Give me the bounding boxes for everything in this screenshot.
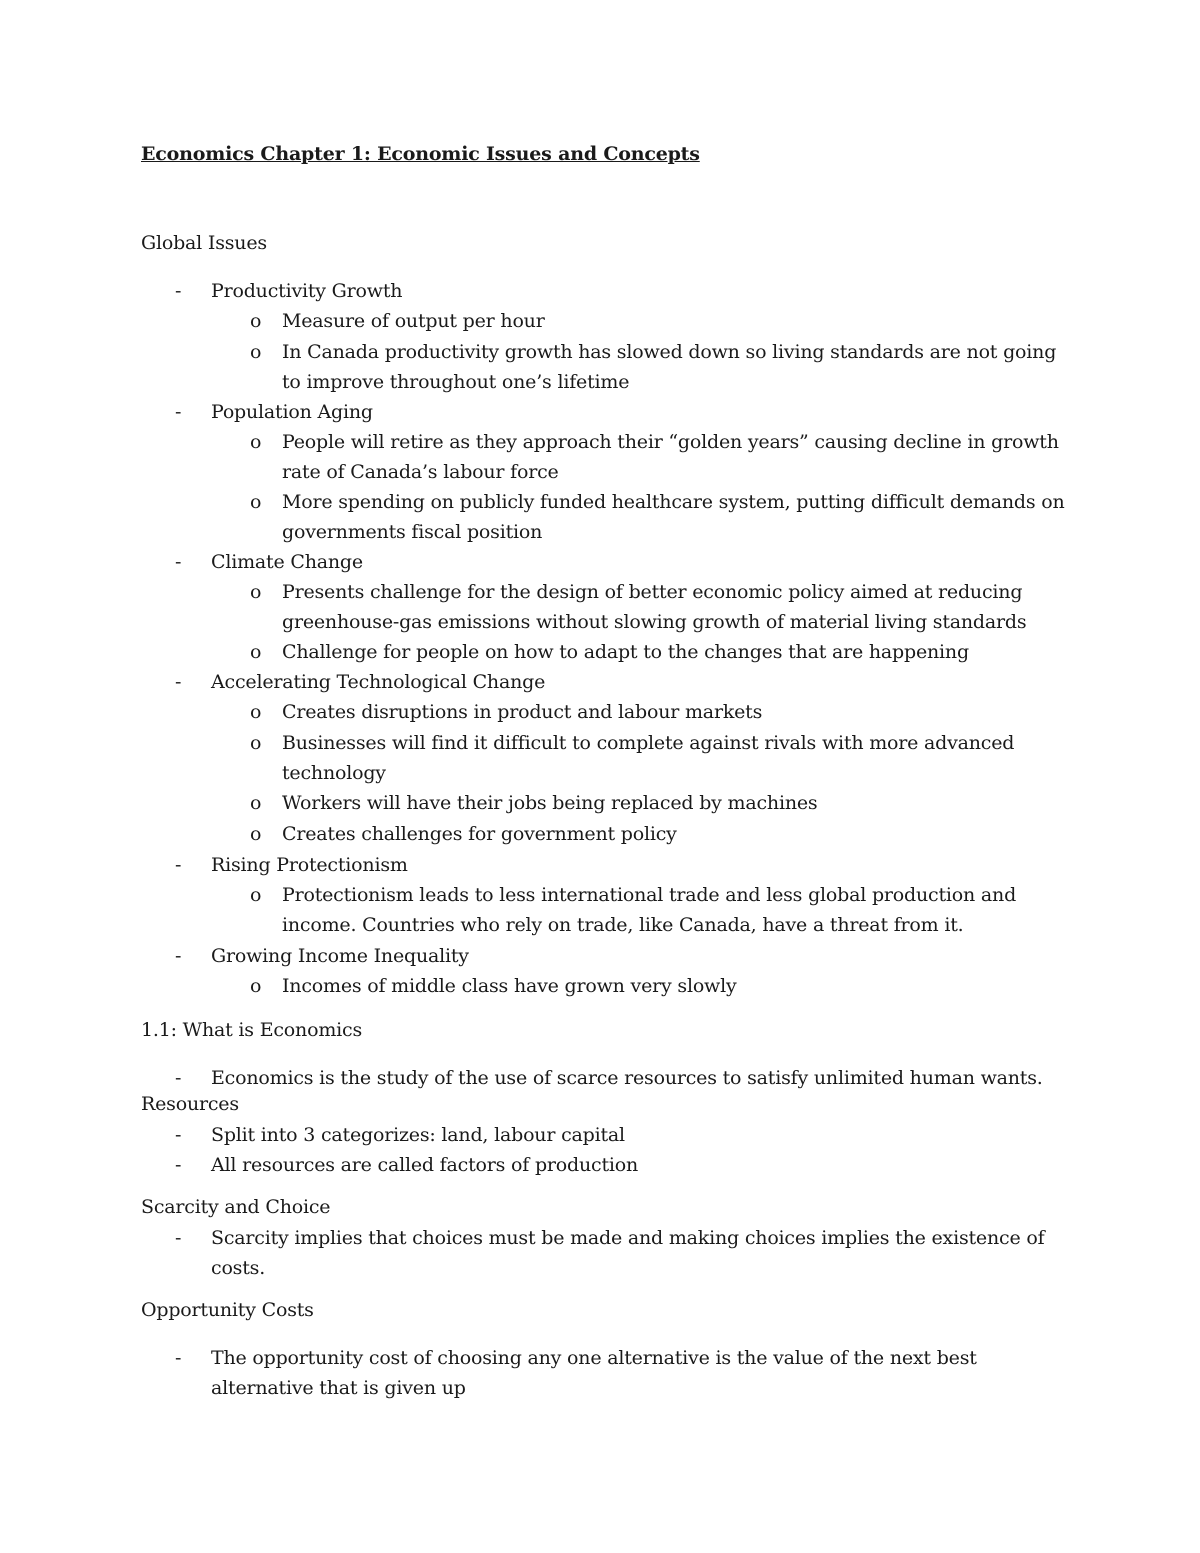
list-item-label: Population Aging [211, 401, 373, 423]
dash-bullet: - [175, 1124, 182, 1146]
list-item-text: Split into 3 categorizes: land, labour capital [211, 1124, 625, 1146]
list-item-text: All resources are called factors of production [211, 1154, 639, 1176]
sub-list-item-text: In Canada productivity growth has slowed down so living standards are not going to improve throughout one’s lifetime [282, 341, 1057, 393]
dash-bullet: - [175, 945, 182, 967]
dash-bullet: - [175, 401, 182, 423]
sub-list-item-text: Presents challenge for the design of better economic policy aimed at reducing greenhouse-gas emissions without slowing growth of material living standards [282, 581, 1027, 633]
section-heading-global-issues: Global Issues [141, 232, 267, 254]
document-title: Economics Chapter 1: Economic Issues and Concepts [141, 143, 700, 165]
section-heading-what-is-economics: 1.1: What is Economics [141, 1019, 363, 1041]
dash-bullet: - [175, 1154, 182, 1176]
list-item-label: Accelerating Technological Change [211, 671, 546, 693]
dash-bullet: - [175, 854, 182, 876]
dash-bullet: - [175, 551, 182, 573]
circle-bullet: o [250, 792, 262, 814]
sub-list-item-text: Creates disruptions in product and labour markets [282, 701, 763, 723]
list-item-text: Scarcity implies that choices must be made and making choices implies the existence of costs. [211, 1227, 1045, 1279]
section-heading-resources: Resources [141, 1093, 239, 1115]
sub-list-item-text: More spending on publicly funded healthcare system, putting difficult demands on governments fiscal position [282, 491, 1065, 543]
circle-bullet: o [250, 310, 262, 332]
dash-bullet: - [175, 671, 182, 693]
sub-list-item-text: Measure of output per hour [282, 310, 545, 332]
list-item-label: Productivity Growth [211, 280, 403, 302]
sub-list-item-text: Businesses will find it difficult to complete against rivals with more advanced technology [282, 732, 1015, 784]
sub-list-item-text: Workers will have their jobs being replaced by machines [282, 792, 818, 814]
dash-bullet: - [175, 1067, 182, 1089]
list-item-label: Climate Change [211, 551, 363, 573]
list-item-label: Growing Income Inequality [211, 945, 469, 967]
list-item-text: The opportunity cost of choosing any one alternative is the value of the next best alternative that is given up [211, 1347, 977, 1399]
circle-bullet: o [250, 491, 262, 513]
sub-list-item-text: Protectionism leads to less international trade and less global production and income. Countries who rely on trade, like Canada, have a threat from it. [282, 884, 1017, 936]
circle-bullet: o [250, 431, 262, 453]
dash-bullet: - [175, 280, 182, 302]
sub-list-item-text: Incomes of middle class have grown very slowly [282, 975, 737, 997]
section-heading-opportunity-costs: Opportunity Costs [141, 1299, 314, 1321]
list-item-label: Rising Protectionism [211, 854, 408, 876]
circle-bullet: o [250, 823, 262, 845]
circle-bullet: o [250, 701, 262, 723]
sub-list-item-text: Creates challenges for government policy [282, 823, 677, 845]
section-heading-scarcity-and-choice: Scarcity and Choice [141, 1196, 331, 1218]
list-item-text: Economics is the study of the use of scarce resources to satisfy unlimited human wants. [211, 1067, 1043, 1089]
circle-bullet: o [250, 641, 262, 663]
dash-bullet: - [175, 1347, 182, 1369]
circle-bullet: o [250, 581, 262, 603]
sub-list-item-text: Challenge for people on how to adapt to the changes that are happening [282, 641, 969, 663]
circle-bullet: o [250, 341, 262, 363]
circle-bullet: o [250, 884, 262, 906]
dash-bullet: - [175, 1227, 182, 1249]
circle-bullet: o [250, 975, 262, 997]
circle-bullet: o [250, 732, 262, 754]
sub-list-item-text: People will retire as they approach their “golden years” causing decline in growth rate of Canada’s labour force [282, 431, 1059, 483]
